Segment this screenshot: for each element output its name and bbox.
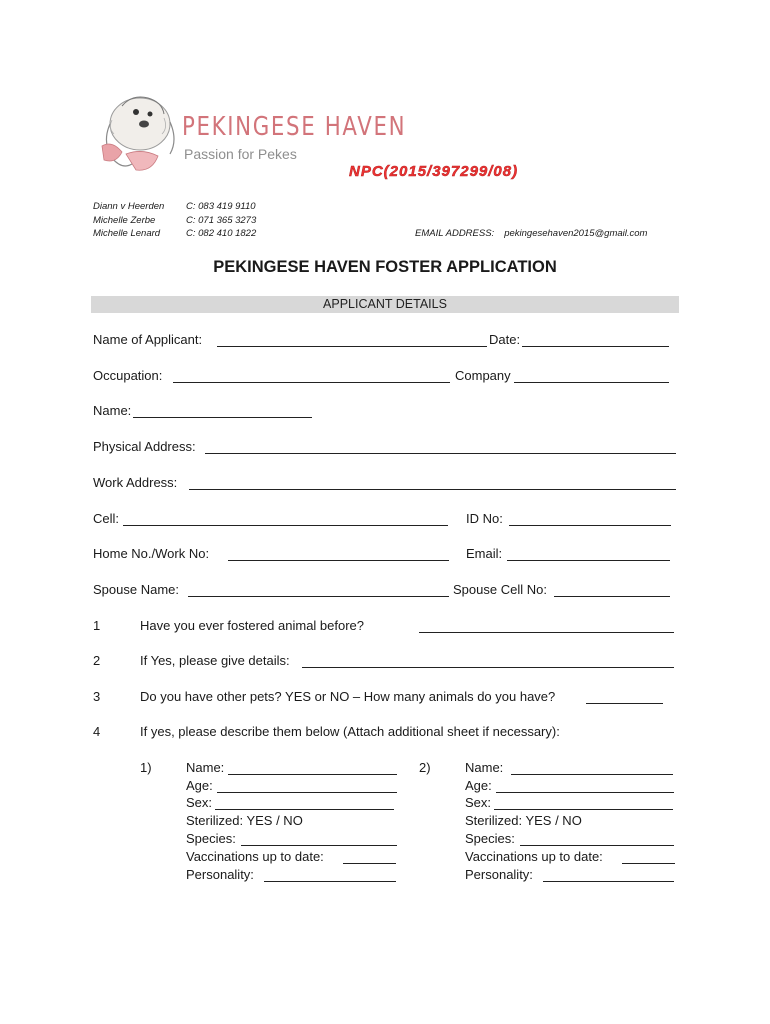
foster-details-field[interactable] (302, 667, 674, 668)
pet-sex-label: Sex: (186, 795, 213, 810)
pet-species-field[interactable] (241, 845, 397, 846)
pet-species-label: Species: (186, 831, 236, 846)
question-number: 4 (93, 724, 101, 739)
pet-personality-label: Personality: (465, 867, 533, 882)
fostered-before-field[interactable] (419, 632, 674, 633)
brand-name: PEKINGESE HAVEN (182, 112, 407, 142)
pet-number: 1) (140, 760, 152, 775)
question-text: If Yes, please give details: (140, 653, 290, 668)
work-address-label: Work Address: (93, 475, 178, 490)
id-no-label: ID No: (466, 511, 503, 526)
pet-species-field[interactable] (520, 845, 674, 846)
pet-age-label: Age: (186, 778, 213, 793)
pet-name-label: Name: (186, 760, 225, 775)
date-label: Date: (489, 332, 521, 347)
email-value[interactable]: pekingesehaven2015@gmail.com (504, 228, 648, 239)
occupation-field[interactable] (173, 382, 450, 383)
pet-vaccinations-field[interactable] (622, 863, 675, 864)
physical-address-field[interactable] (205, 453, 676, 454)
spouse-name-field[interactable] (188, 596, 449, 597)
contact-name: Diann v Heerden (93, 201, 165, 212)
pet-name-field[interactable] (511, 774, 673, 775)
page-title: PEKINGESE HAVEN FOSTER APPLICATION (213, 258, 557, 276)
pet-vaccinations-field[interactable] (343, 863, 396, 864)
email-field[interactable] (507, 560, 670, 561)
home-work-no-field[interactable] (228, 560, 449, 561)
date-field[interactable] (522, 346, 669, 347)
pet-age-field[interactable] (496, 792, 674, 793)
pet-name-field[interactable] (228, 774, 397, 775)
email-field-label: Email: (466, 546, 503, 561)
contact-row (93, 227, 256, 241)
pet-age-label: Age: (465, 778, 492, 793)
pet-sex-field[interactable] (215, 809, 394, 810)
work-address-field[interactable] (189, 489, 676, 490)
contact-list (93, 200, 256, 241)
contact-phone: C: 083 419 9110 (186, 201, 256, 212)
contact-phone: C: 082 410 1822 (186, 228, 257, 239)
pet-personality-label: Personality: (186, 867, 254, 882)
question-number: 2 (93, 653, 101, 668)
contact-name: Michelle Lenard (93, 228, 161, 239)
spouse-name-label: Spouse Name: (93, 582, 179, 597)
company-field[interactable] (514, 382, 669, 383)
company-label: Company (455, 368, 511, 383)
spouse-cell-field[interactable] (554, 596, 670, 597)
question-number: 3 (93, 689, 101, 704)
question-text: Have you ever fostered animal before? (140, 618, 365, 633)
question-number: 1 (93, 618, 101, 633)
spouse-cell-label: Spouse Cell No: (453, 582, 547, 597)
question-text: Do you have other pets? YES or NO – How many animals do you have? (140, 689, 556, 704)
name-field[interactable] (133, 417, 312, 418)
pet-species-label: Species: (465, 831, 515, 846)
cell-field[interactable] (123, 525, 448, 526)
contact-row (93, 214, 256, 228)
pet-age-field[interactable] (217, 792, 397, 793)
npc-number: NPC(2015/397299/08) (349, 163, 519, 180)
id-no-field[interactable] (509, 525, 671, 526)
email-label: EMAIL ADDRESS: (415, 228, 495, 239)
physical-address-label: Physical Address: (93, 439, 196, 454)
pet-sex-field[interactable] (494, 809, 673, 810)
dog-logo-icon (92, 84, 184, 180)
pet-vaccinations-label: Vaccinations up to date: (465, 849, 603, 864)
contact-row (93, 200, 256, 214)
email-address-line (415, 228, 647, 239)
pet-name-label: Name: (465, 760, 504, 775)
brand-tagline: Passion for Pekes (184, 146, 297, 162)
pet-sterilized[interactable]: Sterilized: YES / NO (186, 813, 303, 828)
animal-count-field[interactable] (586, 703, 663, 704)
cell-label: Cell: (93, 511, 120, 526)
pet-sterilized[interactable]: Sterilized: YES / NO (465, 813, 582, 828)
name-of-applicant-label: Name of Applicant: (93, 332, 203, 347)
pet-sex-label: Sex: (465, 795, 492, 810)
question-text: If yes, please describe them below (Attach additional sheet if necessary): (140, 724, 560, 739)
contact-phone: C: 071 365 3273 (186, 214, 257, 226)
pet-personality-field[interactable] (264, 881, 396, 882)
name-of-applicant-field[interactable] (217, 346, 487, 347)
pet-number: 2) (419, 760, 431, 775)
name-label: Name: (93, 403, 132, 418)
pet-vaccinations-label: Vaccinations up to date: (186, 849, 324, 864)
contact-name: Michelle Zerbe (93, 214, 156, 226)
pet-personality-field[interactable] (543, 881, 674, 882)
section-header: APPLICANT DETAILS (91, 296, 679, 313)
home-work-no-label: Home No./Work No: (93, 546, 210, 561)
occupation-label: Occupation: (93, 368, 163, 383)
